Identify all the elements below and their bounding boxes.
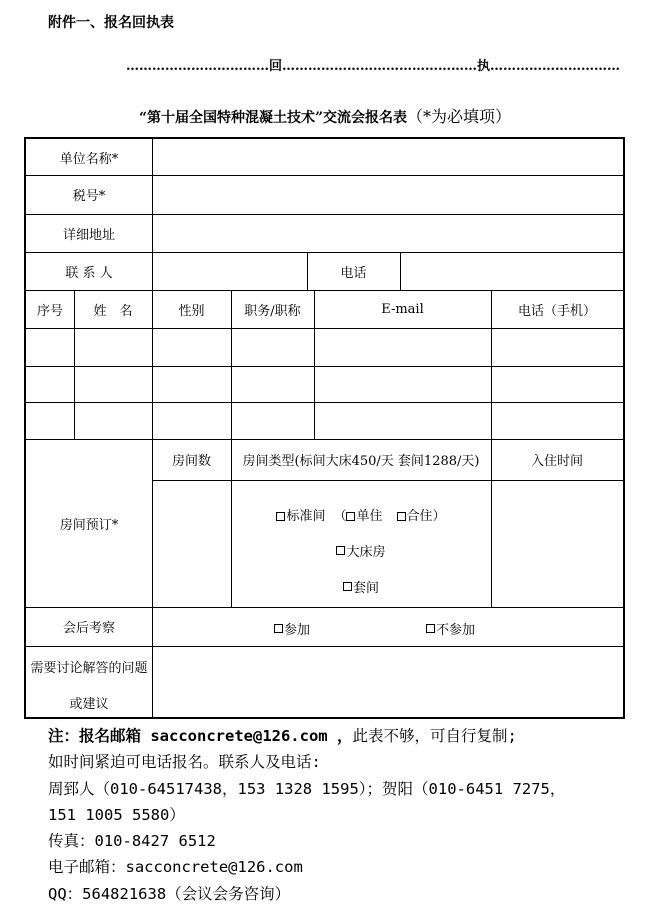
attachment-heading: 附件一、报名回执表: [48, 15, 174, 31]
address-input[interactable]: [152, 214, 623, 252]
room-booking-label: 房间预订*: [59, 517, 119, 533]
tour-decline-text: 不参加: [436, 622, 476, 638]
company-input[interactable]: [152, 139, 623, 175]
registration-notes: [48, 723, 628, 907]
form-title: [0, 104, 650, 127]
checkbox-icon[interactable]: [336, 546, 345, 555]
shared-room-text: 合住: [406, 508, 433, 524]
notes-line-1: [48, 723, 628, 749]
tour-decline-option[interactable]: [426, 617, 506, 639]
notes-line-2: 如时间紧迫可电话报名。联系人及电话:: [48, 753, 321, 772]
suite-room-text: 套间: [352, 580, 379, 596]
paren-open: （: [333, 508, 347, 524]
tour-join-option[interactable]: [274, 617, 334, 639]
contact-label: 联 系 人: [65, 265, 113, 281]
company-label: 单位名称*: [59, 151, 119, 167]
shared-room-option[interactable]: [397, 505, 433, 524]
questions-label: 需要讨论解答的问题或建议: [30, 661, 148, 712]
phone-label: 电话: [340, 265, 367, 281]
col-header-name: 姓 名: [93, 303, 133, 319]
checkin-time-input[interactable]: [491, 480, 623, 607]
col-header-index: 序号: [36, 303, 63, 319]
address-label: 详细地址: [62, 227, 115, 243]
notes-line-4: 151 1005 5580）: [48, 805, 185, 824]
tax-number-label: 税号*: [72, 189, 106, 204]
notes-email-prefix: 注：报名邮箱 sacconcrete@126.com ，: [48, 727, 353, 745]
room-count-input[interactable]: [152, 480, 231, 607]
checkbox-icon[interactable]: [346, 512, 355, 521]
suite-room-option[interactable]: [231, 574, 491, 598]
receipt-divider: ……………………………回………………………………………执…………………………: [126, 59, 620, 74]
notes-copy-hint: 此表不够，可自行复制;: [352, 727, 517, 745]
col-header-gender: 性别: [178, 303, 205, 319]
tour-label: 会后考察: [62, 621, 115, 636]
registration-form: [24, 137, 625, 719]
checkbox-icon[interactable]: [397, 512, 406, 521]
king-room-option[interactable]: [231, 538, 491, 562]
contact-input[interactable]: [152, 252, 307, 290]
standard-room-option[interactable]: [276, 505, 325, 524]
notes-qq: QQ：564821638（会议会务咨询）: [48, 884, 291, 903]
checkbox-icon[interactable]: [276, 512, 285, 521]
room-count-header: 房间数: [171, 454, 211, 469]
questions-input[interactable]: [152, 646, 623, 717]
col-header-mobile: 电话（手机）: [517, 303, 596, 319]
room-type-header: 房间类型(标间大床450/天 套间1288/天): [242, 454, 480, 469]
col-header-title: 职务/职称: [244, 303, 301, 319]
checkbox-icon[interactable]: [343, 582, 352, 591]
col-header-email: E-mail: [381, 301, 424, 317]
notes-line-3: 周郅人（010-64517438，153 1328 1595）；贺阳（010-6451 7275，: [48, 779, 566, 798]
attendee-row-3[interactable]: [74, 402, 623, 439]
checkbox-icon[interactable]: [274, 624, 283, 633]
attendee-row-2[interactable]: [74, 366, 623, 402]
form-title-text: “第十届全国特种混凝土技术”交流会报名表: [138, 110, 408, 126]
tax-number-input[interactable]: [152, 175, 623, 214]
tour-join-text: 参加: [284, 622, 311, 638]
paren-close: ）: [432, 508, 446, 524]
attendee-row-1[interactable]: [74, 328, 623, 366]
room-standard-row: [231, 502, 491, 526]
notes-fax: 传真：010-8427 6512: [48, 832, 216, 851]
king-room-text: 大床房: [346, 544, 386, 560]
single-room-option[interactable]: [346, 505, 382, 524]
form-title-note: （*为必填项）: [407, 107, 512, 126]
checkbox-icon[interactable]: [426, 624, 435, 633]
single-room-text: 单住: [356, 508, 383, 524]
checkin-time-header: 入住时间: [530, 454, 583, 469]
notes-email: 电子邮箱：sacconcrete@126.com: [48, 858, 303, 877]
phone-input[interactable]: [400, 252, 623, 290]
standard-room-text: 标准间: [286, 508, 326, 524]
